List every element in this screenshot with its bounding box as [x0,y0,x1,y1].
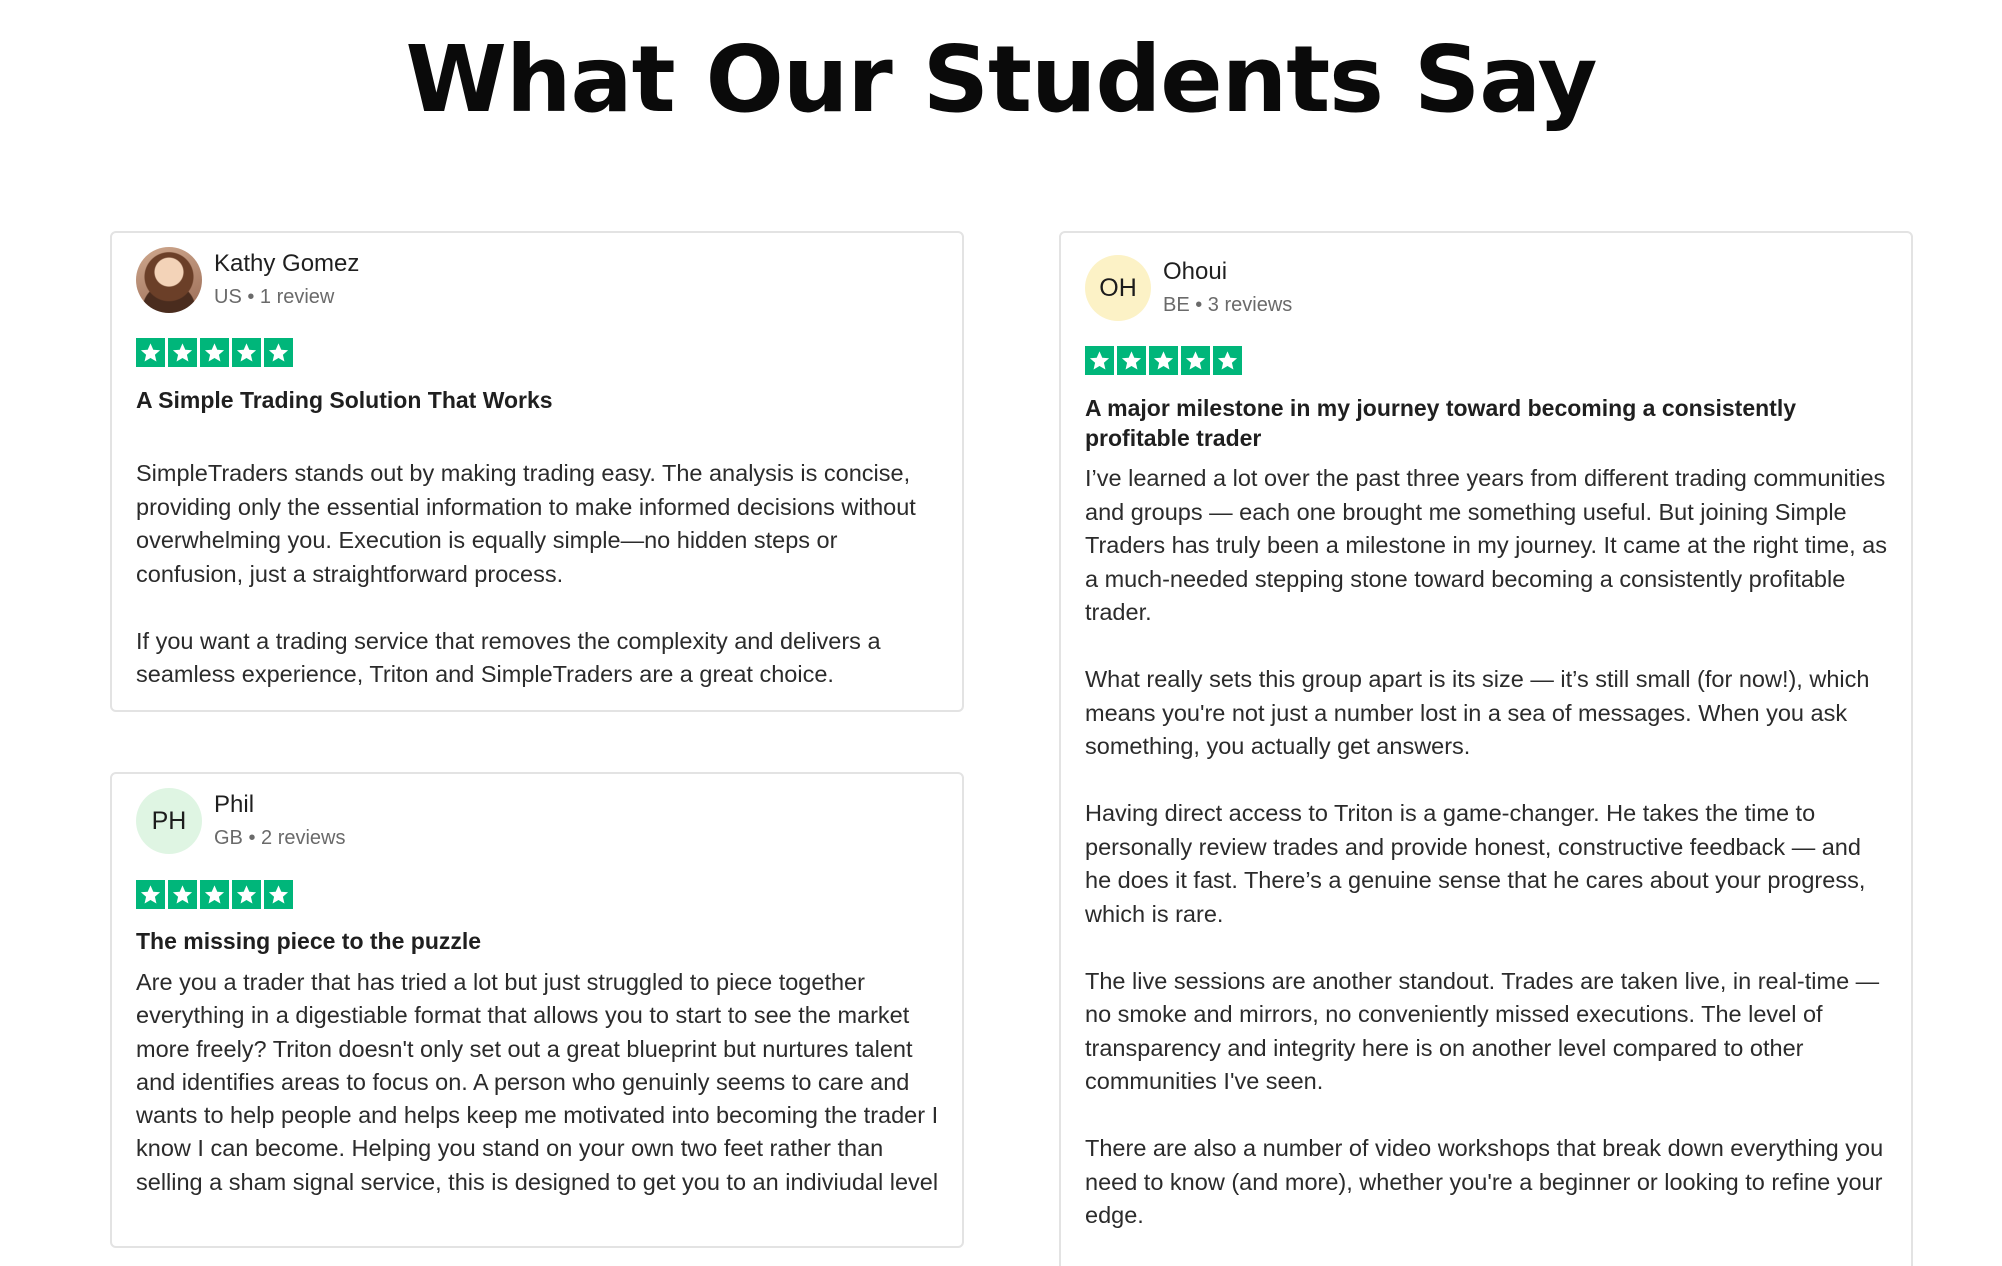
review-card [110,231,964,712]
review-paragraph: SimpleTraders stands out by making trading easy. The analysis is concise, providing only the essential information to make informed decisions without overwhelming you. Execution is equally simple—no hidden steps or confusion, just a straightforward process. [136,460,916,587]
review-paragraph: I’ve learned a lot over the past three years from different trading communities and groups — each one brought me something useful. But joining Simple Traders has truly been a milestone in my journey. It came at the right time, as a much-needed stepping stone toward becoming a consistently profitable trader. [1085,465,1887,625]
star-icon [1213,346,1242,375]
review-body [136,966,942,1199]
section-heading: What Our Students Say [405,26,1597,133]
star-icon [200,338,229,367]
review-paragraph: Having direct access to Triton is a game-changer. He takes the time to personally review trades and provide honest, constructive feedback — and he does it fast. There’s a genuine sense that he cares about your progress, which is rare. [1085,800,1866,927]
review-paragraph: There are also a number of video workshops that break down everything you need to know (and more), whether you're a beginner or looking to refine your edge. [1085,1135,1884,1228]
review-paragraph: If you want a trading service that removes the complexity and delivers a seamless experience, Triton and SimpleTraders are a great choice. [136,627,881,687]
review-body [1085,462,1887,1233]
reviewer-meta: US • 1 review [214,285,335,308]
review-body [136,457,942,692]
review-card [1059,231,1913,1266]
reviewer-name[interactable]: Phil [214,790,255,818]
star-rating [136,338,293,367]
star-icon [232,880,261,909]
star-rating [1085,346,1242,375]
star-icon [200,880,229,909]
avatar: PH [136,788,202,854]
star-icon [1117,346,1146,375]
star-icon [168,338,197,367]
avatar: OH [1085,255,1151,321]
star-icon [136,880,165,909]
star-icon [1149,346,1178,375]
reviewer-name[interactable]: Ohoui [1163,257,1228,285]
reviewer-header [136,788,345,854]
star-icon [232,338,261,367]
reviewer-info [1163,257,1292,320]
reviewer-header [1085,255,1292,321]
review-paragraph: What really sets this group apart is its size — it’s still small (for now!), which means you're not just a number lost in a sea of messages. When you ask something, you actually get answers. [1085,666,1870,759]
reviewer-meta: GB • 2 reviews [214,826,346,849]
star-icon [1181,346,1210,375]
review-paragraph: The live sessions are another standout. Trades are taken live, in real-time — no smoke and mirrors, no conveniently missed executions. The level of transparency and integrity here is on another level compared to other communities I've seen. [1085,967,1880,1094]
avatar [136,247,202,313]
star-rating [136,880,293,909]
reviewer-meta: BE • 3 reviews [1163,293,1293,316]
review-title[interactable]: A Simple Trading Solution That Works [136,387,553,413]
star-icon [264,880,293,909]
review-card [110,772,964,1248]
star-icon [136,338,165,367]
star-icon [168,880,197,909]
review-paragraph: Are you a trader that has tried a lot but just struggled to piece together everything in a digestiable format that allows you to start to see the market more freely? Triton doesn't only set out a great blueprint but nurtures talent and identifies areas to focus on. A person who genuinly seems to care and wants to help people and helps keep me motivated into becoming the trader I know I can become. Helping you stand on your own two feet rather than selling a sham signal service, this is designed to get you to an indiviudal level [136,969,939,1195]
reviewer-name[interactable]: Kathy Gomez [214,249,360,277]
reviewer-info [214,249,359,312]
review-title[interactable]: The missing piece to the puzzle [136,928,482,954]
star-icon [264,338,293,367]
reviewer-info [214,790,345,853]
star-icon [1085,346,1114,375]
reviewer-header [136,247,359,313]
review-title[interactable]: A major milestone in my journey toward becoming a consistently profitable trader [1085,395,1797,451]
